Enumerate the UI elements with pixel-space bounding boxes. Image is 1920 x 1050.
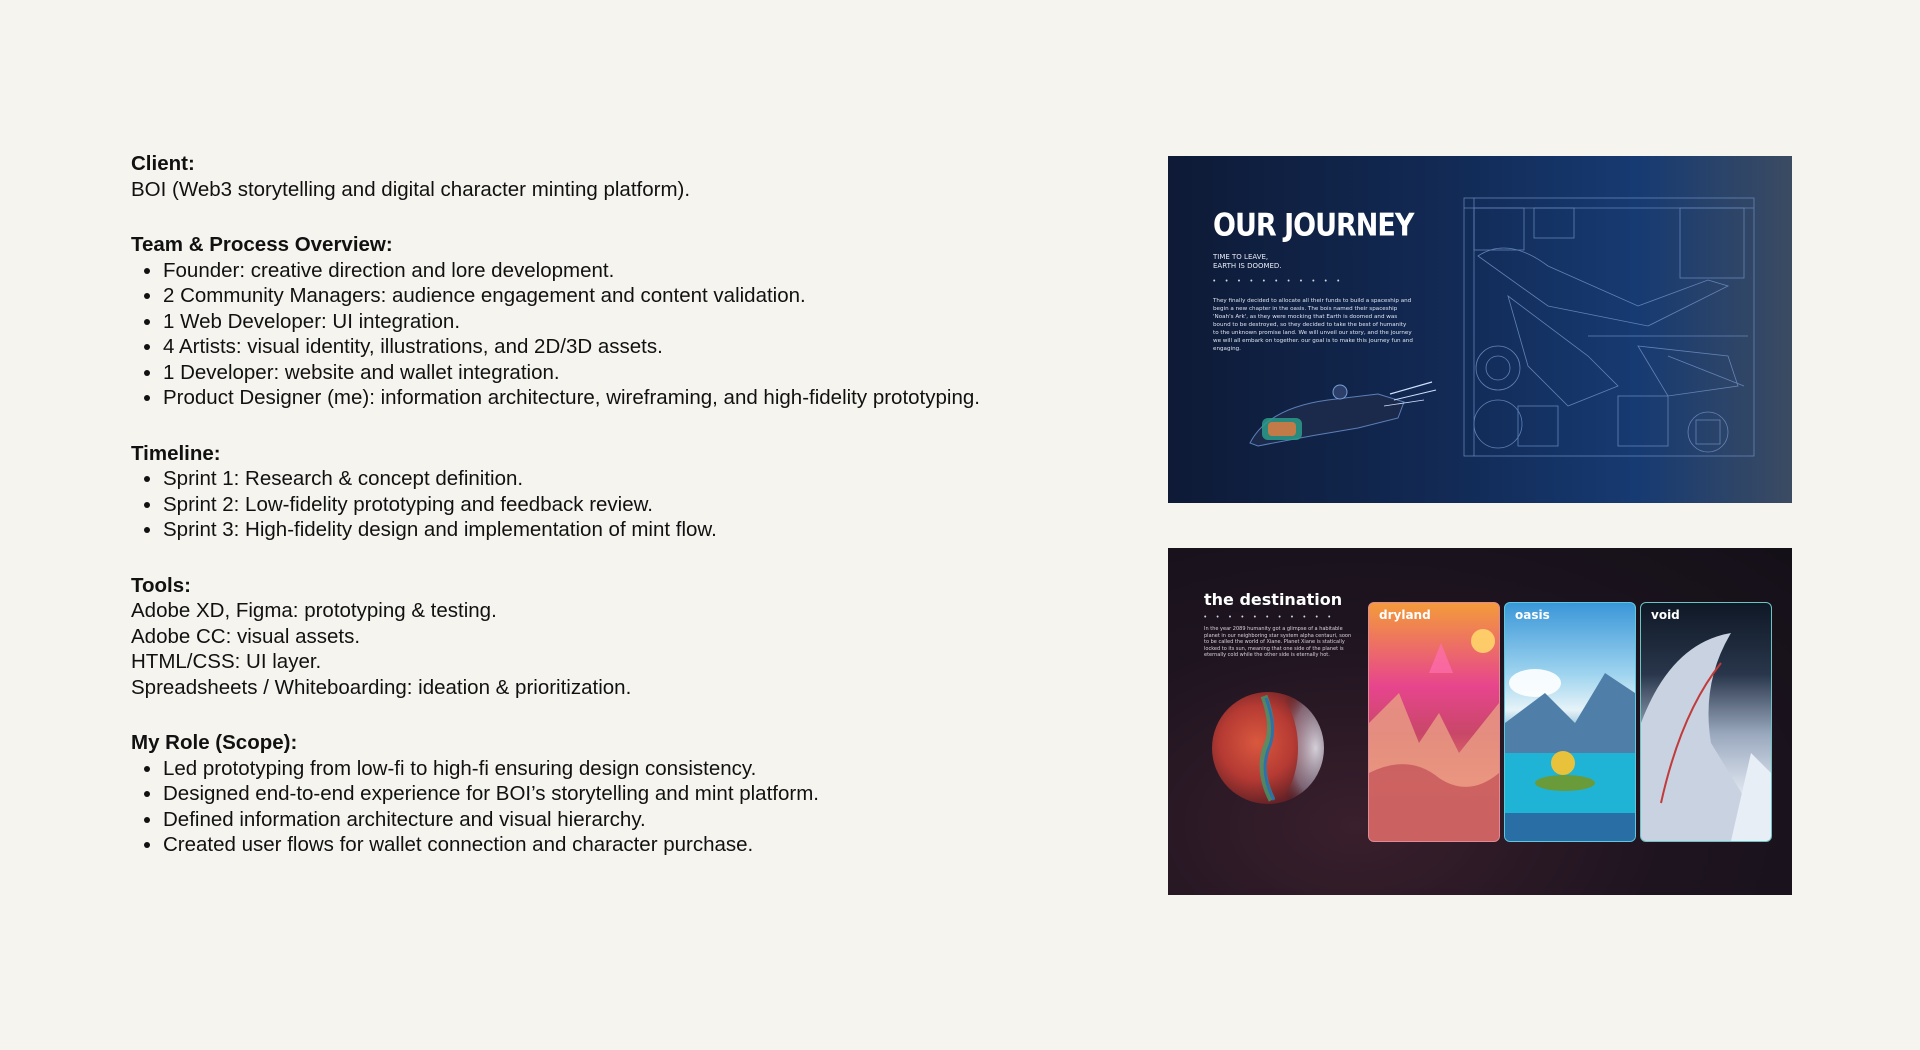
tools-heading: Tools: [131,573,191,597]
list-item: • Founder: creative direction and lore development. [163,258,1091,284]
timeline-section [131,441,1091,543]
client-text: BOI (Web3 storytelling and digital character minting platform). [131,177,691,201]
client-section [131,151,1091,202]
journey-subtitle-line: EARTH IS DOOMED. [1213,262,1282,270]
list-item: • Product Designer (me): information architecture, wireframing, and high-fidelity prototyping. [163,385,1091,411]
tools-line: HTML/CSS: UI layer. [131,650,322,673]
list-item: • Defined information architecture and visual hierarchy. [163,807,1091,833]
list-item: • Led prototyping from low-fi to high-fi ensuring design consistency. [163,756,1091,782]
planet-illustration [1168,548,1368,895]
planet-card-oasis[interactable] [1504,602,1636,842]
list-item: • Sprint 2: Low-fidelity prototyping and feedback review. [163,492,1091,518]
list-item: • 2 Community Managers: audience engagement and content validation. [163,283,1091,309]
tools-line: Adobe CC: visual assets. [131,624,361,648]
planet-card-dryland[interactable] [1368,602,1500,842]
tools-section [131,573,1091,701]
void-landscape-icon [1641,603,1771,841]
list-item: • Sprint 1: Research & concept definition. [163,466,1091,492]
destination-title: the destination [1204,590,1343,609]
planet-card-label: dryland [1379,608,1431,622]
team-section [131,232,1091,411]
list-item: • 1 Web Developer: UI integration. [163,309,1091,335]
list-item: • 1 Developer: website and wallet integration. [163,360,1091,386]
destination-body: In the year 2089 humanity got a glimpse of a habitable planet in our neighboring star system alpha centauri, soon to be called the world of Xiane. Planet Xiane is statically locked to its sun, meaning that one side of the planet is eternally cold while the other side is eternally hot. [1204,626,1352,658]
dryland-landscape-icon [1369,603,1499,841]
tools-line: Adobe XD, Figma: prototyping & testing. [131,599,497,622]
planet-icon [1212,692,1324,804]
spaceship-icon [1250,382,1436,446]
tools-line: Spreadsheets / Whiteboarding: ideation & prioritization. [131,675,632,699]
destination-preview-image [1168,548,1792,895]
timeline-list [131,466,1091,543]
list-item: • Sprint 3: High-fidelity design and implementation of mint flow. [163,517,1091,543]
spaceship-blueprint-illustration [1168,156,1792,503]
journey-body: They finally decided to allocate all their funds to build a spaceship and begin a new chapter in the oasis. The bois named their spaceship 'Noah's Ark', as they were mocking that Earth is doomed and was bound to be destroyed, so they decided to take the best of humanity to the unknown promise land. We will unveil our story, and the journey we will all embark on together. our goal is to make this journey fun and engaging. [1213,298,1413,352]
journey-subtitle-line: TIME TO LEAVE, [1213,253,1269,261]
team-list [131,258,1091,411]
blueprint-icon [1464,198,1754,456]
role-list [131,756,1091,858]
role-section [131,730,1091,858]
client-heading: Client: [131,152,195,175]
destination-dots: • • • • • • • • • • • [1204,614,1335,621]
team-heading: Team & Process Overview: [131,233,393,256]
timeline-heading: Timeline: [131,441,221,465]
list-item: • Designed end-to-end experience for BOI’s storytelling and mint platform. [163,781,1091,807]
planet-card-void[interactable] [1640,602,1772,842]
list-item: • 4 Artists: visual identity, illustrations, and 2D/3D assets. [163,334,1091,360]
journey-preview-image [1168,156,1792,503]
project-overview [131,151,1091,888]
oasis-landscape-icon [1505,603,1635,841]
journey-dots: • • • • • • • • • • • [1213,278,1344,285]
planet-card-label: void [1651,608,1680,622]
list-item: • Created user flows for wallet connection and character purchase. [163,832,1091,858]
role-heading: My Role (Scope): [131,731,298,754]
journey-title: OUR JOURNEY [1213,207,1414,244]
planet-card-label: oasis [1515,608,1550,622]
